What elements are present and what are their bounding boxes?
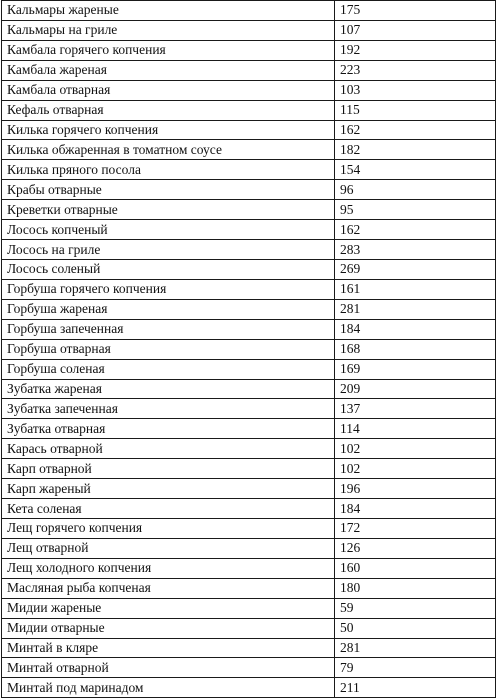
table-row [2,538,496,558]
food-name-cell: Горбуша жареная [2,299,335,319]
table-row [2,479,496,499]
calorie-value-cell: 96 [335,180,496,200]
table-row [2,598,496,618]
food-name-cell: Лещ горячего копчения [2,518,335,538]
calorie-value-cell: 154 [335,160,496,180]
food-name-cell: Зубатка жареная [2,379,335,399]
calorie-value-cell: 175 [335,1,496,21]
calorie-value-cell: 281 [335,299,496,319]
table-row [2,439,496,459]
table-row [2,399,496,419]
food-name-cell: Килька пряного посола [2,160,335,180]
table-row [2,499,496,519]
food-name-cell: Кальмары на гриле [2,20,335,40]
table-row [2,20,496,40]
calorie-value-cell: 107 [335,20,496,40]
food-name-cell: Кета соленая [2,499,335,519]
food-name-cell: Кефаль отварная [2,100,335,120]
calorie-value-cell: 114 [335,419,496,439]
table-row [2,618,496,638]
food-name-cell: Горбуша горячего копчения [2,279,335,299]
calorie-value-cell: 192 [335,40,496,60]
table-row [2,60,496,80]
food-name-cell: Мидии жареные [2,598,335,618]
calorie-value-cell: 283 [335,240,496,260]
table-row [2,80,496,100]
table-row [2,259,496,279]
food-name-cell: Лещ отварной [2,538,335,558]
calorie-value-cell: 180 [335,578,496,598]
food-name-cell: Килька обжаренная в томатном соусе [2,140,335,160]
table-row [2,339,496,359]
table-row [2,359,496,379]
calorie-value-cell: 50 [335,618,496,638]
calorie-value-cell: 184 [335,319,496,339]
table-row [2,220,496,240]
table-row [2,120,496,140]
food-name-cell: Горбуша запеченная [2,319,335,339]
food-name-cell: Зубатка отварная [2,419,335,439]
calorie-value-cell: 59 [335,598,496,618]
food-name-cell: Минтай в кляре [2,638,335,658]
calorie-value-cell: 102 [335,439,496,459]
calorie-value-cell: 223 [335,60,496,80]
table-row [2,518,496,538]
table-row [2,180,496,200]
calorie-value-cell: 162 [335,120,496,140]
food-name-cell: Лосось соленый [2,259,335,279]
table-row [2,419,496,439]
table-row [2,319,496,339]
calorie-value-cell: 182 [335,140,496,160]
food-name-cell: Масляная рыба копченая [2,578,335,598]
calorie-value-cell: 169 [335,359,496,379]
table-row [2,379,496,399]
calorie-value-cell: 137 [335,399,496,419]
calorie-value-cell: 269 [335,259,496,279]
calorie-value-cell: 161 [335,279,496,299]
calorie-value-cell: 184 [335,499,496,519]
table-row [2,459,496,479]
table-row [2,638,496,658]
food-name-cell: Камбала горячего копчения [2,40,335,60]
calorie-value-cell: 211 [335,678,496,698]
food-name-cell: Лосось копченый [2,220,335,240]
table-row [2,299,496,319]
food-name-cell: Крабы отварные [2,180,335,200]
calorie-value-cell: 102 [335,459,496,479]
calorie-table [1,0,496,698]
calorie-value-cell: 103 [335,80,496,100]
table-row [2,140,496,160]
food-name-cell: Камбала жареная [2,60,335,80]
calorie-value-cell: 126 [335,538,496,558]
table-row [2,240,496,260]
table-row [2,1,496,21]
table-row [2,558,496,578]
table-row [2,160,496,180]
food-name-cell: Лещ холодного копчения [2,558,335,578]
food-name-cell: Горбуша отварная [2,339,335,359]
table-row [2,100,496,120]
food-name-cell: Минтай под маринадом [2,678,335,698]
table-body [2,1,496,698]
food-name-cell: Мидии отварные [2,618,335,638]
food-name-cell: Карась отварной [2,439,335,459]
calorie-value-cell: 196 [335,479,496,499]
calorie-value-cell: 95 [335,200,496,220]
food-name-cell: Камбала отварная [2,80,335,100]
food-name-cell: Кальмары жареные [2,1,335,21]
food-name-cell: Карп отварной [2,459,335,479]
calorie-value-cell: 281 [335,638,496,658]
calorie-value-cell: 172 [335,518,496,538]
calorie-value-cell: 162 [335,220,496,240]
calorie-value-cell: 115 [335,100,496,120]
calorie-value-cell: 160 [335,558,496,578]
food-name-cell: Зубатка запеченная [2,399,335,419]
food-name-cell: Минтай отварной [2,658,335,678]
table-row [2,658,496,678]
table-row [2,40,496,60]
calorie-value-cell: 209 [335,379,496,399]
food-name-cell: Карп жареный [2,479,335,499]
table-row [2,279,496,299]
food-name-cell: Креветки отварные [2,200,335,220]
food-name-cell: Лосось на гриле [2,240,335,260]
calorie-value-cell: 79 [335,658,496,678]
food-name-cell: Горбуша соленая [2,359,335,379]
table-row [2,200,496,220]
table-row [2,578,496,598]
calorie-value-cell: 168 [335,339,496,359]
food-name-cell: Килька горячего копчения [2,120,335,140]
table-row [2,678,496,698]
